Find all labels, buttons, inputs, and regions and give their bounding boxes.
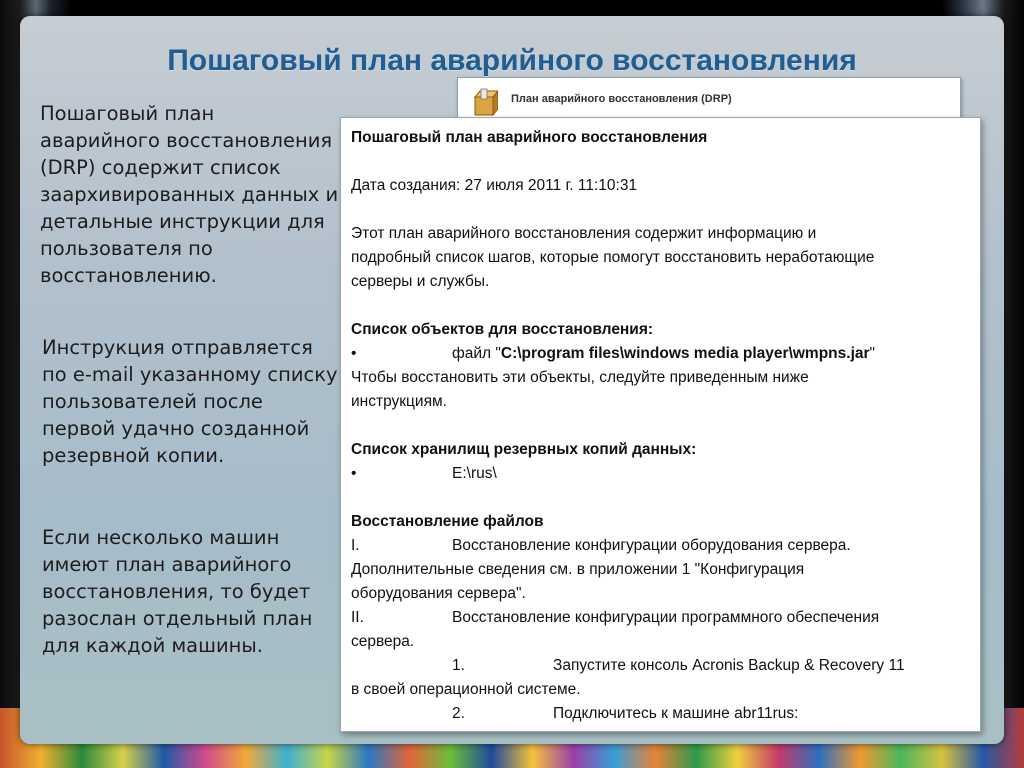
step-number: II. [351, 609, 364, 626]
doc-storage-heading: Список хранилищ резервных копий данных: [351, 441, 697, 458]
doc-objects-note: инструкциям. [351, 393, 447, 410]
step-number: I. [351, 537, 360, 554]
doc-step-1 [351, 534, 970, 558]
doc-objects-heading: Список объектов для восстановления: [351, 321, 654, 338]
file-suffix: " [869, 345, 876, 362]
package-icon [472, 87, 498, 117]
file-path: C:\program files\windows media player\wmpns.jar [500, 345, 870, 362]
doc-object-item [351, 342, 970, 366]
doc-step-1-detail: Дополнительные сведения см. в приложении 1 "Конфигурация [351, 561, 805, 578]
substep-text: Запустите консоль Acronis Backup & Recovery 11 [553, 657, 905, 674]
doc-step-2-cont: сервера. [351, 633, 415, 650]
doc-restore-heading: Восстановление файлов [351, 513, 544, 530]
doc-step-1-detail: оборудования сервера". [351, 585, 526, 602]
doc-objects-note: Чтобы восстановить эти объекты, следуйте приведенным ниже [351, 369, 809, 386]
doc-intro-line: подробный список шагов, которые помогут восстановить неработающие [351, 249, 875, 266]
drp-window-title: План аварийного восстановления (DRP) [511, 93, 732, 105]
doc-heading: Пошаговый план аварийного восстановления [351, 129, 708, 146]
bullet: • [351, 465, 357, 482]
doc-substep-2 [351, 702, 970, 726]
bullet: • [351, 345, 357, 362]
doc-intro-line: серверы и службы. [351, 273, 490, 290]
doc-step-2 [351, 606, 970, 630]
doc-storage-item [351, 462, 970, 486]
step-text: Восстановление конфигурации программного обеспечения [452, 609, 880, 626]
left-paragraph-3: Если несколько машин имеют план аварийного восстановления, то будет разослан отдельный план для каждой машины. [42, 526, 313, 657]
file-prefix: файл " [452, 345, 501, 362]
doc-substep-1-cont: в своей операционной системе. [351, 681, 581, 698]
substep-number: 1. [452, 657, 465, 674]
doc-intro-line: Этот план аварийного восстановления содержит информацию и [351, 225, 817, 242]
doc-created-date: Дата создания: 27 июля 2011 г. 11:10:31 [351, 177, 638, 194]
drp-document [340, 117, 981, 732]
slide [20, 16, 1004, 744]
substep-text: Подключитесь к машине abr11rus: [553, 705, 799, 722]
left-paragraph-1: Пошаговый план аварийного восстановления (DRP) содержит список заархивированных данных и детальные инструкции для пользователя по восстановлению. [40, 102, 339, 287]
left-paragraph-2: Инструкция отправляется по e-mail указанному списку пользователей после первой удачно созданной резервной копии. [42, 336, 338, 467]
slide-title: Пошаговый план аварийного восстановления [167, 44, 857, 77]
storage-path: E:\rus\ [452, 465, 497, 482]
doc-substep-1 [351, 654, 970, 678]
substep-number: 2. [452, 705, 465, 722]
step-text: Восстановление конфигурации оборудования сервера. [452, 537, 851, 554]
